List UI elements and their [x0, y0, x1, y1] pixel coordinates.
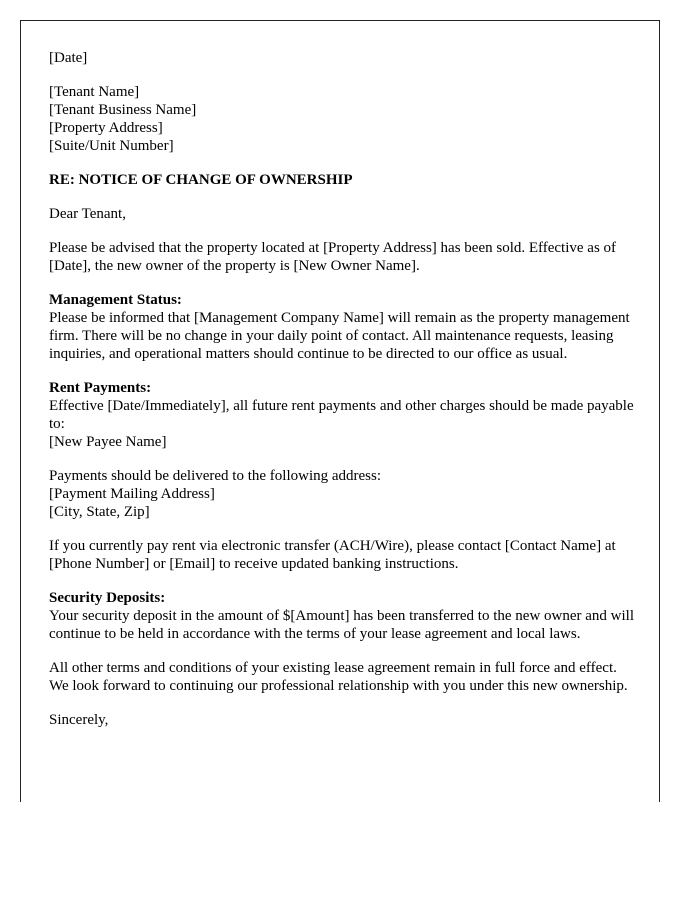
deposits-heading: Security Deposits:	[49, 590, 166, 606]
intro-text: Please be advised that the property located at [Property Address] has been sold. Effective as of [Date], the new owner of the property is [New Owner Name].	[49, 240, 620, 274]
closing-text: All other terms and conditions of your existing lease agreement remain in full force and effect. We look forward to continuing our professional relationship with you under this new ownership.	[49, 660, 628, 694]
salutation-block	[49, 205, 639, 223]
payment-mailing-address: [Payment Mailing Address]	[49, 486, 215, 502]
sign-off-block	[49, 711, 639, 729]
electronic-transfer-paragraph	[49, 537, 639, 573]
city-state-zip: [City, State, Zip]	[49, 504, 150, 520]
intro-paragraph	[49, 239, 639, 275]
subject-line: RE: NOTICE OF CHANGE OF OWNERSHIP	[49, 172, 353, 188]
rent-text: Effective [Date/Immediately], all future rent payments and other charges should be made payable to:	[49, 398, 638, 432]
rent-section	[49, 379, 639, 451]
tenant-name: [Tenant Name]	[49, 84, 140, 100]
salutation: Dear Tenant,	[49, 206, 126, 222]
letter-page	[20, 20, 660, 802]
delivery-intro: Payments should be delivered to the following address:	[49, 468, 382, 484]
recipient-block	[49, 83, 639, 155]
sign-off: Sincerely,	[49, 712, 109, 728]
management-section	[49, 291, 639, 363]
closing-paragraph	[49, 659, 639, 695]
letter-date: [Date]	[49, 50, 88, 66]
letter-body	[49, 49, 639, 745]
electronic-transfer-text: If you currently pay rent via electronic transfer (ACH/Wire), please contact [Contact Name] at [Phone Number] or [Email] to receive updated banking instructions.	[49, 538, 620, 572]
suite-unit-number: [Suite/Unit Number]	[49, 138, 174, 154]
management-heading: Management Status:	[49, 292, 182, 308]
management-text: Please be informed that [Management Company Name] will remain as the property management firm. There will be no change in your daily point of contact. All maintenance requests, leasing inquiries, and operational matters should continue to be directed to our office as usual.	[49, 310, 634, 362]
tenant-business-name: [Tenant Business Name]	[49, 102, 197, 118]
delivery-section	[49, 467, 639, 521]
new-payee-name: [New Payee Name]	[49, 434, 167, 450]
deposits-section	[49, 589, 639, 643]
property-address: [Property Address]	[49, 120, 163, 136]
deposits-text: Your security deposit in the amount of $[Amount] has been transferred to the new owner and will continue to be held in accordance with the terms of your lease agreement and local laws.	[49, 608, 638, 642]
subject-block	[49, 171, 639, 189]
rent-heading: Rent Payments:	[49, 380, 152, 396]
date-block	[49, 49, 639, 67]
